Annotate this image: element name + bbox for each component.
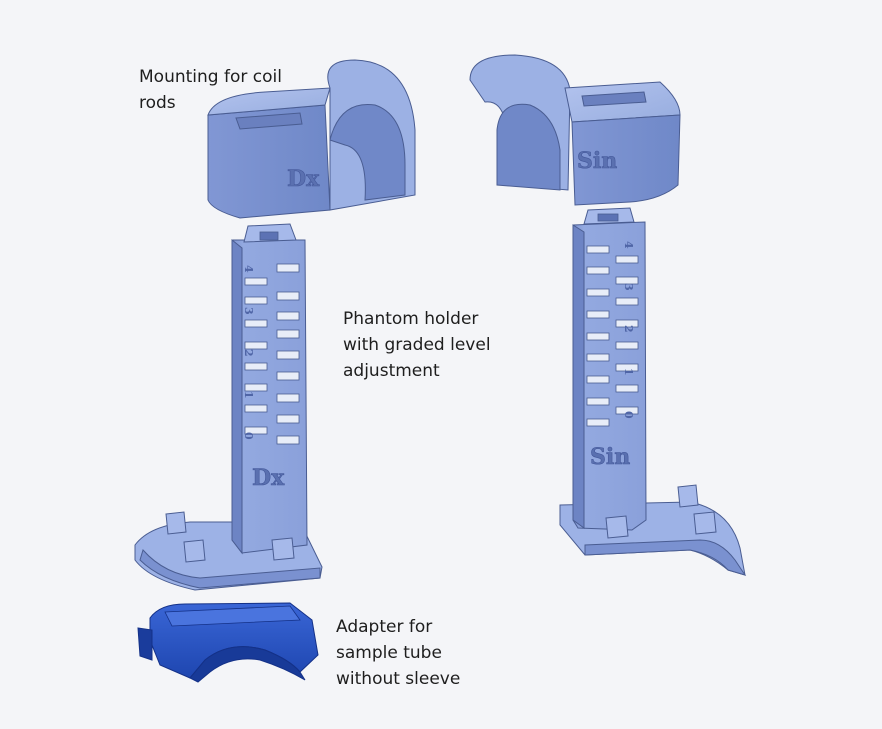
right-cap-engraving: Sin [577,148,618,174]
right-coil-mount [470,55,680,205]
svg-text:0: 0 [242,432,255,440]
left-column-engraving: Dx [252,465,285,491]
svg-text:4: 4 [242,265,255,273]
left-phantom-holder [135,224,322,590]
right-column-engraving: Sin [590,444,631,470]
mounting-label: Mounting for coil rods [139,67,282,113]
adapter-label: Adapter for sample tube without sleeve [336,617,461,689]
svg-text:3: 3 [622,283,635,291]
svg-text:0: 0 [622,411,635,419]
svg-text:3: 3 [242,307,255,315]
left-cap-engraving: Dx [287,166,320,192]
svg-text:4: 4 [622,241,635,249]
svg-text:2: 2 [622,325,635,333]
svg-text:1: 1 [242,391,255,399]
svg-text:2: 2 [242,349,255,357]
svg-text:1: 1 [622,368,635,376]
sample-tube-adapter [138,603,318,682]
right-phantom-holder [560,208,745,575]
phantom-holder-label: Phantom holder with graded level adjustment [343,309,491,381]
